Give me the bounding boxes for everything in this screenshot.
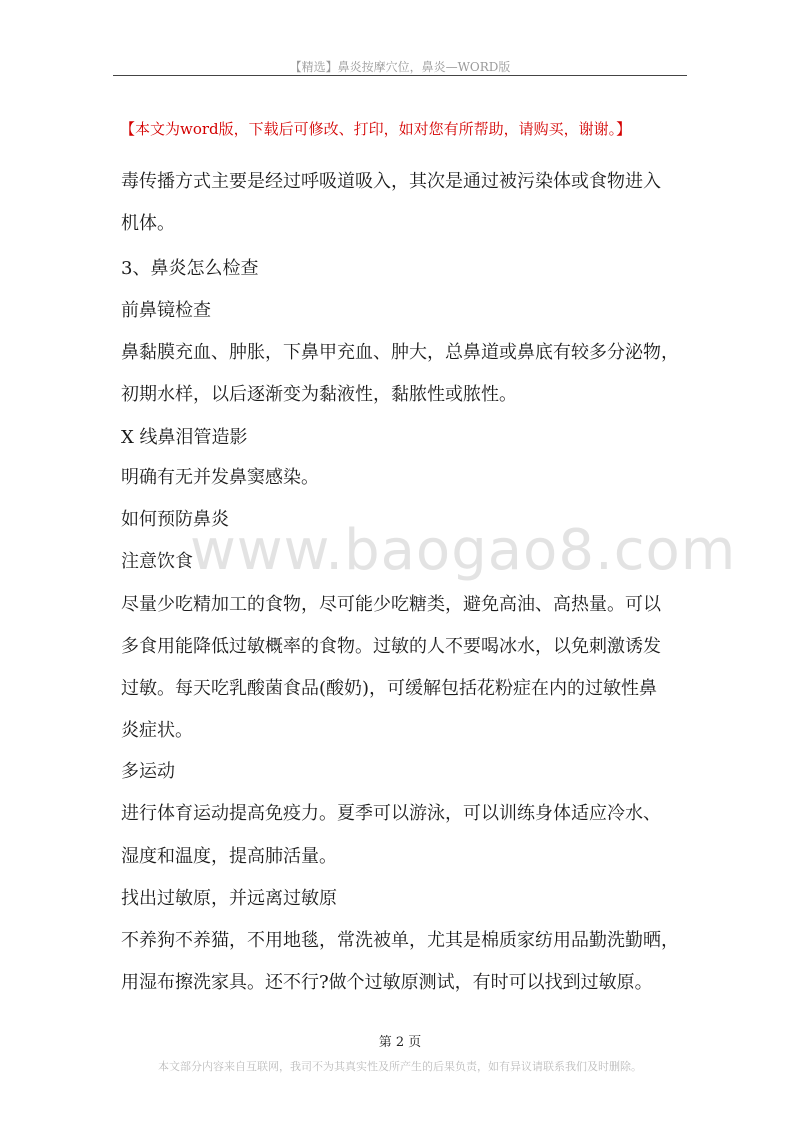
paragraph-line: 炎症状。 — [121, 720, 193, 741]
subheading: 多运动 — [121, 761, 175, 782]
paragraph-line: 多食用能降低过敏概率的食物。过敏的人不要喝冰水，以免刺激诱发 — [121, 636, 661, 657]
footer-disclaimer: 本文部分内容来自互联网，我司不为其真实性及所产生的后果负责，如有异议请联系我们及时删除。 — [158, 1060, 642, 1073]
subheading: 注意饮食 — [121, 551, 193, 572]
paragraph-line: 不养狗不养猫，不用地毯，常洗被单，尤其是棉质家纺用品勤洗勤晒， — [121, 930, 679, 951]
section-heading: 3、鼻炎怎么检查 — [121, 258, 259, 279]
paragraph-line: 毒传播方式主要是经过呼吸道吸入，其次是通过被污染体或食物进入 — [121, 171, 661, 192]
subheading: X 线鼻泪管造影 — [121, 427, 248, 448]
paragraph-line: 进行体育运动提高免疫力。夏季可以游泳，可以训练身体适应冷水、 — [121, 803, 661, 824]
watermark: www.baogao8.com — [190, 518, 737, 583]
paragraph-line: 尽量少吃精加工的食物，尽可能少吃糖类，避免高油、高热量。可以 — [121, 594, 661, 615]
paragraph-line: 用湿布擦洗家具。还不行?做个过敏原测试，有时可以找到过敏原。 — [121, 972, 653, 993]
paragraph-line: 鼻黏膜充血、肿胀，下鼻甲充血、肿大，总鼻道或鼻底有较多分泌物， — [121, 342, 679, 363]
paragraph-line: 机体。 — [121, 213, 175, 234]
red-notice: 【本文为word版，下载后可修改、打印，如对您有所帮助，请购买，谢谢。】 — [120, 120, 632, 138]
subheading: 找出过敏原，并远离过敏原 — [121, 888, 337, 909]
page-number: 第 2 页 — [378, 1035, 422, 1050]
section-heading: 如何预防鼻炎 — [121, 509, 229, 530]
paragraph-line: 过敏。每天吃乳酸菌食品(酸奶)，可缓解包括花粉症在内的过敏性鼻 — [121, 678, 658, 699]
paragraph-line: 明确有无并发鼻窦感染。 — [121, 467, 319, 488]
page-header: 【精选】鼻炎按摩穴位，鼻炎—WORD版 — [289, 60, 511, 74]
paragraph-line: 湿度和温度，提高肺活量。 — [121, 846, 337, 867]
paragraph-line: 初期水样，以后逐渐变为黏液性，黏脓性或脓性。 — [121, 384, 517, 405]
header-divider — [113, 75, 687, 76]
subheading: 前鼻镜检查 — [121, 300, 211, 321]
